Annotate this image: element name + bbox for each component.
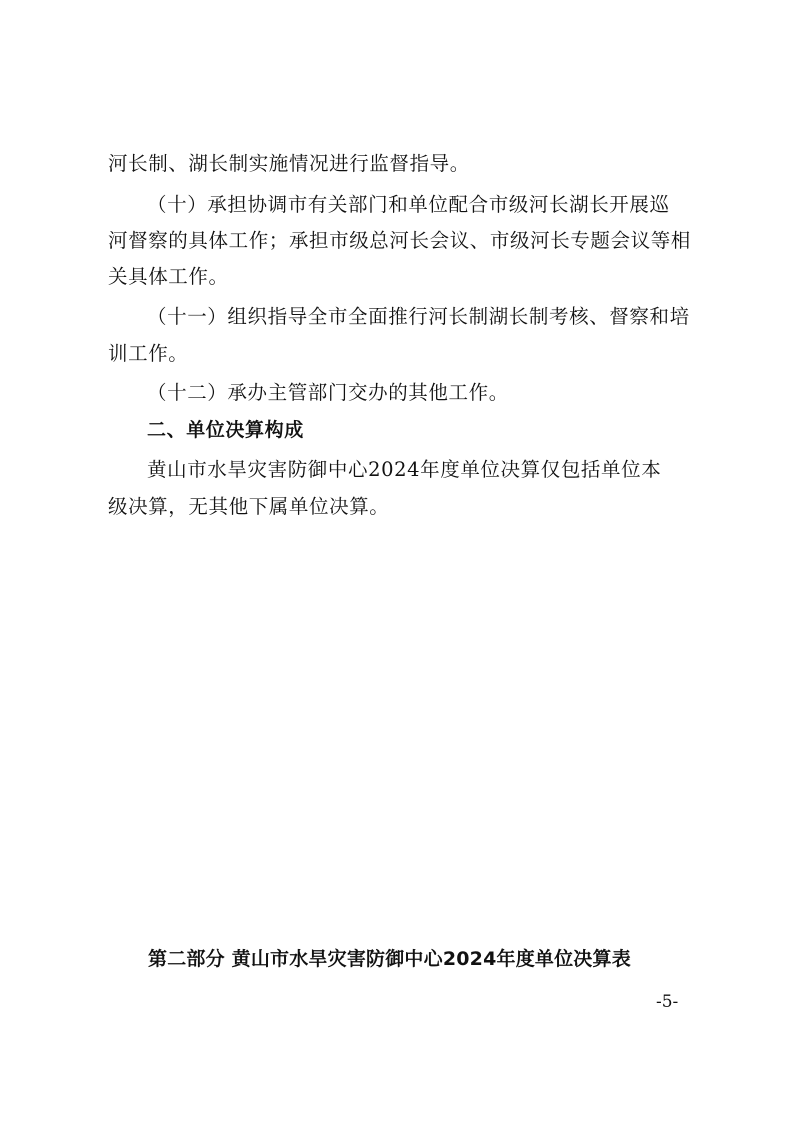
paragraph-line-9: 级决算，无其他下属单位决算。 [108, 495, 390, 518]
paragraph-line-3: 河督察的具体工作；承担市级总河长会议、市级河长专题会议等相 [108, 229, 691, 252]
paragraph-line-4: 关具体工作。 [108, 265, 229, 288]
section-heading: 二、单位决算构成 [147, 419, 304, 441]
page-number: -5- [656, 992, 679, 1012]
paragraph-line-5: （十一）组织指导全市全面推行河长制湖长制考核、督察和培 [147, 305, 690, 328]
part-title: 第二部分 黄山市水旱灾害防御中心2024年度单位决算表 [148, 948, 631, 970]
paragraph-line-7: （十二）承办主管部门交办的其他工作。 [147, 381, 509, 404]
paragraph-line-1: 河长制、湖长制实施情况进行监督指导。 [108, 152, 470, 175]
paragraph-line-6: 训工作。 [108, 342, 189, 365]
paragraph-line-8: 黄山市水旱灾害防御中心2024年度单位决算仅包括单位本 [147, 458, 662, 481]
paragraph-line-2: （十）承担协调市有关部门和单位配合市级河长湖长开展巡 [147, 193, 670, 216]
